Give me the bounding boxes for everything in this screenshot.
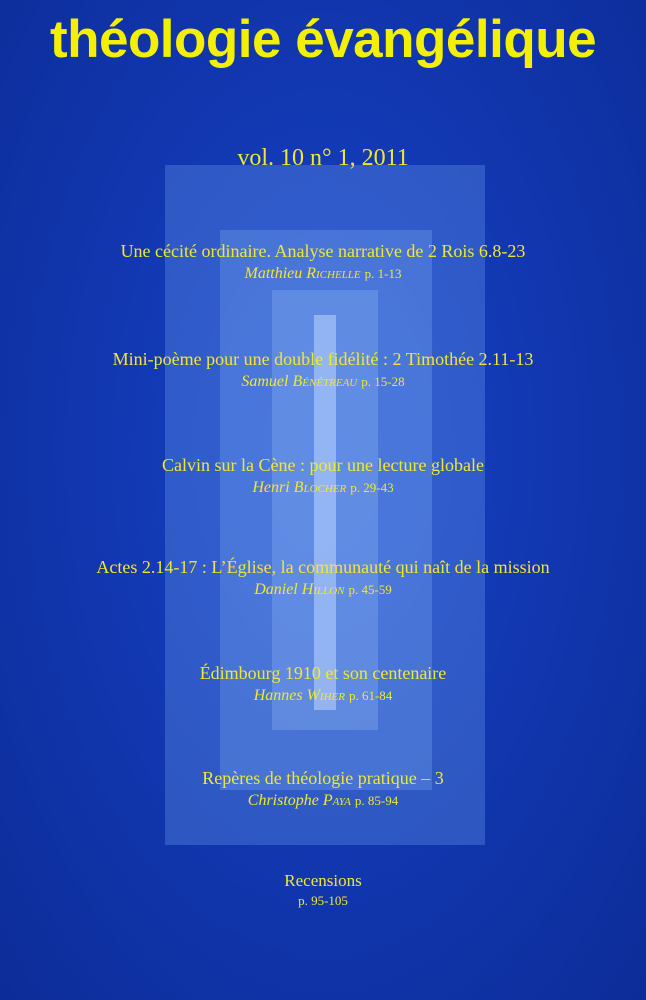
recensions-pages: p. 95-105: [298, 893, 348, 908]
article-pages: p. 1-13: [364, 266, 402, 281]
article-title: Mini-poème pour une double fidélité : 2 Timothée 2.11-13: [112, 349, 534, 369]
author-first-name: Hannes: [253, 687, 303, 704]
article-title: Repères de théologie pratique – 3: [202, 768, 444, 788]
article-1: [0, 239, 646, 285]
author-last-name: Hillon: [301, 581, 345, 598]
article-title: Une cécité ordinaire. Analyse narrative de 2 Rois 6.8-23: [120, 241, 526, 261]
article-title: Calvin sur la Cène : pour une lecture globale: [162, 455, 484, 475]
recensions-label: Recensions: [284, 871, 362, 890]
article-byline: [0, 790, 646, 812]
article-pages: p. 85-94: [354, 793, 399, 808]
author-last-name: Blocher: [293, 479, 347, 496]
article-3: [0, 453, 646, 499]
journal-title: théologie évangélique: [49, 10, 597, 69]
author-last-name: Paya: [322, 792, 351, 809]
article-byline: [0, 371, 646, 393]
article-byline: [0, 579, 646, 601]
author-last-name: Bénétreau: [292, 373, 358, 390]
article-2: [0, 347, 646, 393]
article-byline: [0, 263, 646, 285]
article-6: [0, 766, 646, 812]
article-pages: p. 15-28: [361, 374, 405, 389]
author-last-name: Richelle: [306, 265, 361, 282]
article-byline: [0, 685, 646, 707]
author-last-name: Wiher: [306, 687, 345, 704]
article-pages: p. 61-84: [348, 688, 393, 703]
author-first-name: Samuel: [241, 373, 289, 390]
article-pages: p. 29-43: [350, 480, 394, 495]
article-pages: p. 45-59: [348, 582, 392, 597]
author-first-name: Christophe: [247, 792, 319, 809]
volume-issue: vol. 10 n° 1, 2011: [237, 145, 409, 171]
recensions-section: [0, 870, 646, 910]
author-first-name: Matthieu: [244, 265, 303, 282]
article-5: [0, 661, 646, 707]
article-title: Édimbourg 1910 et son centenaire: [199, 663, 447, 683]
author-first-name: Henri: [252, 479, 290, 496]
article-byline: [0, 477, 646, 499]
article-4: [0, 555, 646, 601]
author-first-name: Daniel: [254, 581, 298, 598]
article-title: Actes 2.14-17 : L’Église, la communauté qui naît de la mission: [96, 557, 550, 577]
